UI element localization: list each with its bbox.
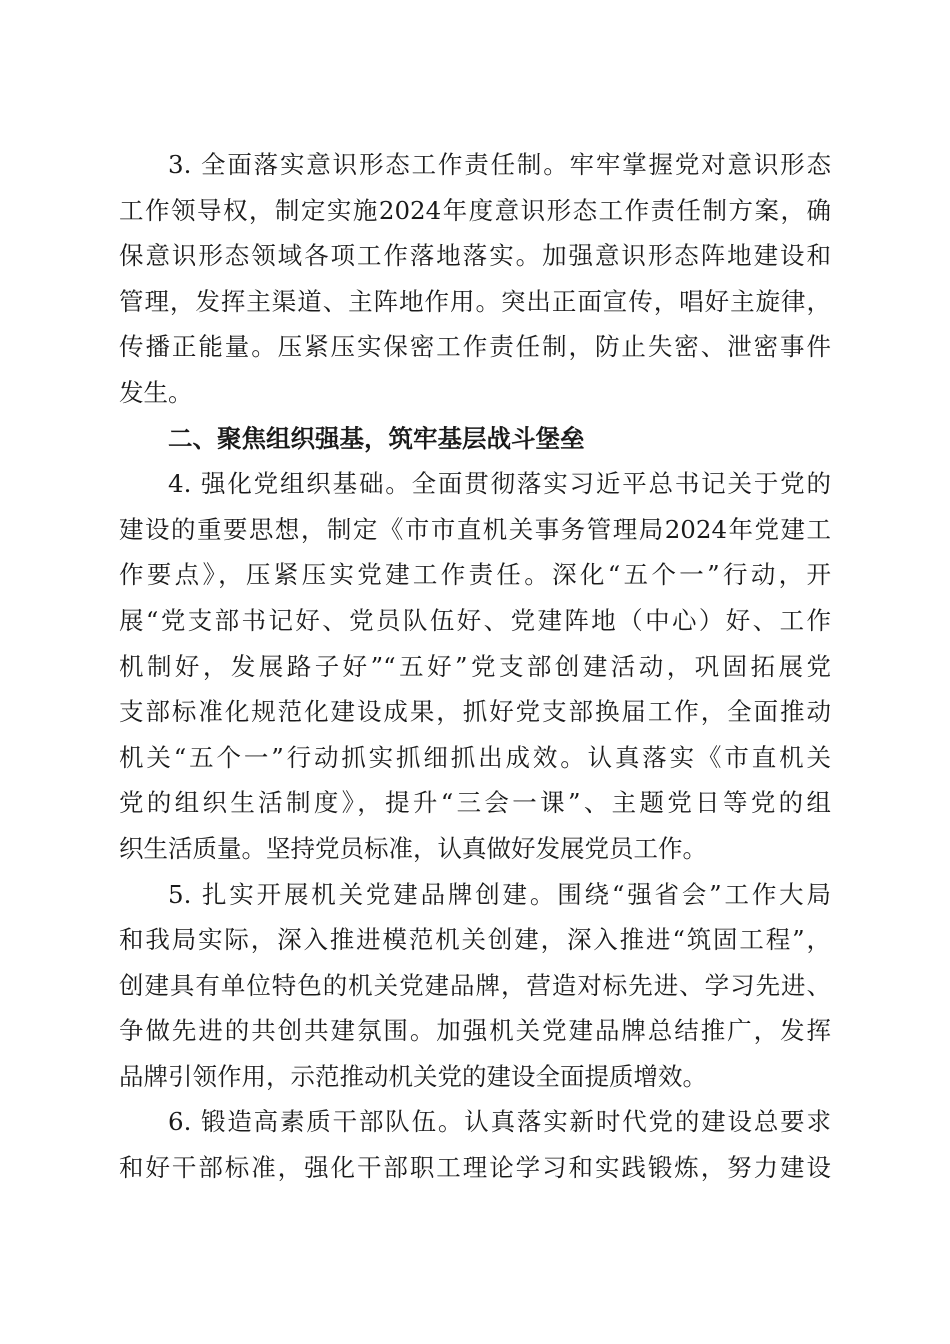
paragraph-line: 6. 锻造高素质干部队伍。认真落实新时代党的建设总要求 <box>168 1107 831 1137</box>
paragraph-line: 党的组织生活制度》，提升“三会一课”、主题党日等党的组 <box>119 788 831 818</box>
paragraph-line: 机关“五个一”行动抓实抓细抓出成效。认真落实《市直机关 <box>119 742 831 772</box>
paragraph-line: 品牌引领作用，示范推动机关党的建设全面提质增效。 <box>119 1061 707 1091</box>
paragraph-line: 和好干部标准，强化干部职工理论学习和实践锻炼，努力建设 <box>119 1153 831 1183</box>
paragraph-line: 创建具有单位特色的机关党建品牌，营造对标先进、学习先进、 <box>119 970 831 1000</box>
paragraph-line: 4. 强化党组织基础。全面贯彻落实习近平总书记关于党的 <box>168 469 831 499</box>
paragraph-6 <box>119 1099 831 1190</box>
paragraph-line: 和我局实际，深入推进模范机关创建，深入推进“筑固工程”， <box>119 925 831 955</box>
section-heading: 二、聚焦组织强基，筑牢基层战斗堡垒 <box>168 423 585 453</box>
paragraph-line: 工作领导权，制定实施2024年度意识形态工作责任制方案，确 <box>119 195 831 225</box>
paragraph-line: 3. 全面落实意识形态工作责任制。牢牢掌握党对意识形态 <box>168 150 831 179</box>
paragraph-line: 机制好，发展路子好”“五好”党支部创建活动，巩固拓展党 <box>119 651 831 681</box>
paragraph-3 <box>119 142 831 416</box>
paragraph-line: 发生。 <box>119 377 193 407</box>
paragraph-line: 争做先进的共创共建氛围。加强机关党建品牌总结推广，发挥 <box>119 1016 831 1046</box>
paragraph-line: 支部标准化规范化建设成果，抓好党支部换届工作，全面推动 <box>119 697 831 727</box>
paragraph-line: 5. 扎实开展机关党建品牌创建。围绕“强省会”工作大局 <box>168 879 831 909</box>
paragraph-line: 管理，发挥主渠道、主阵地作用。突出正面宣传，唱好主旋律， <box>119 286 831 316</box>
paragraph-5 <box>119 872 831 1100</box>
paragraph-line: 保意识形态领域各项工作落地落实。加强意识形态阵地建设和 <box>119 241 831 271</box>
paragraph-line: 作要点》，压紧压实党建工作责任。深化“五个一”行动，开 <box>119 560 831 590</box>
paragraph-line: 传播正能量。压紧压实保密工作责任制，防止失密、泄密事件 <box>119 332 831 362</box>
paragraph-line: 展“党支部书记好、党员队伍好、党建阵地（中心）好、工作 <box>119 605 831 635</box>
document-body <box>119 142 831 1191</box>
paragraph-line: 织生活质量。坚持党员标准，认真做好发展党员工作。 <box>119 833 707 863</box>
paragraph-4 <box>119 461 831 871</box>
paragraph-line: 建设的重要思想，制定《市市直机关事务管理局2024年党建工 <box>119 514 831 544</box>
